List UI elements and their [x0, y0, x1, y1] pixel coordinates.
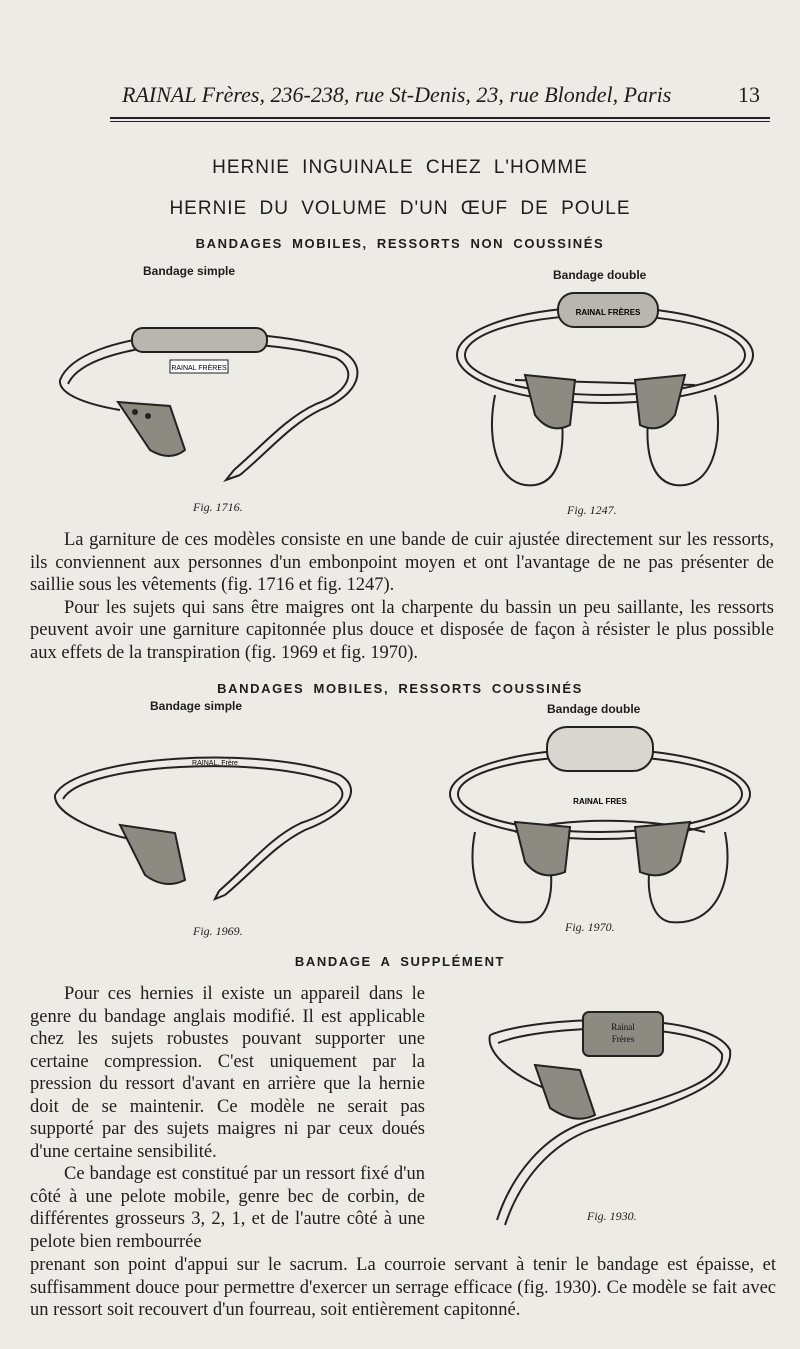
fig-1716-caption: Fig. 1716.	[193, 500, 243, 514]
back-pad-text-line1: Rainal	[611, 1022, 635, 1032]
truss-double-illustration-fig1970	[445, 722, 760, 932]
paragraph-sacrum: prenant son point d'appui sur le sacrum. La courroie servant à tenir le bandage est épaisse, et suffisamment douce pour permettre d'exercer un serrage efficace (fig. 1930). Ce modèle se fait avec un ressort soit recouvert d'un fourreau, soit entièrement capitonné.	[30, 1255, 776, 1320]
paragraph-constitue: Ce bandage est constitué par un ressort fixé d'un côté à une pelote mobile, genre bec de corbin, de différentes grosseurs 3, 2, 1, et de l'autre côté à une pelote bien rembourrée	[30, 1164, 425, 1252]
pad-strip-shape	[132, 328, 267, 352]
pelote-shape	[118, 402, 185, 456]
truss-double-illustration-fig1247	[455, 285, 765, 500]
back-pad-text: RAINAL FRES	[573, 797, 627, 806]
page-number: 13	[738, 82, 760, 107]
running-header	[0, 78, 800, 114]
paragraph-block-3-bottom	[30, 1254, 776, 1322]
truss-simple-illustration-fig1716	[40, 310, 370, 510]
paragraph-capitonnee: Pour les sujets qui sans être maigres ont la charpente du bassin un peu saillante, les ressorts peuvent avoir une garniture capitonnée plus douce et disposée de façon à résister le plus possible aux effets de la transpiration (fig. 1969 et fig. 1970).	[30, 597, 774, 663]
paragraph-garniture: La garniture de ces modèles consiste en une bande de cuir ajustée directement sur les ressorts, ils conviennent aux personnes d'un embonpoint moyen et ont l'avantage de ne pas présenter de saillie sous les vêtements (fig. 1716 et fig. 1247).	[30, 530, 774, 595]
paragraph-appareil: Pour ces hernies il existe un appareil dans le genre du bandage anglais modifié. Il est applicable chez les sujets robustes pouvant supporter une certaine compression. C'est uniquement par la pression du ressort d'avant en arrière que la hernie doit de se maintenir. Ce modèle ne serait pas supporté par des sujets maigres ni par ceux doués d'une certaine sensibilité.	[30, 984, 425, 1162]
pelote-shape	[535, 1065, 595, 1119]
back-pad-text-line2: Frères	[611, 1034, 635, 1044]
section2-left-label: Bandage simple	[150, 699, 243, 713]
section1-right-label: Bandage double	[553, 268, 647, 282]
pelote-shape	[120, 825, 185, 884]
paragraph-block-3-left	[30, 983, 425, 1253]
section2-right-label: Bandage double	[547, 702, 641, 716]
header-title: RAINAL Frères, 236-238, rue St-Denis, 23, rue Blondel, Paris	[122, 82, 672, 107]
maker-plate-text: RAINAL FRÈRES	[171, 365, 227, 372]
maker-plate-text: RAINAL, Frère	[192, 760, 238, 767]
back-pad-shape	[547, 727, 653, 771]
section3-title: BANDAGE A SUPPLÉMENT	[294, 954, 506, 969]
truss-simple-illustration-fig1969	[45, 745, 355, 915]
heading-line-2: HERNIE DU VOLUME D'UN ŒUF DE POULE	[169, 198, 631, 219]
heading-line-1: HERNIE INGUINALE CHEZ L'HOMME	[212, 157, 588, 178]
header-rule-thin	[110, 121, 770, 122]
right-pelote-shape	[635, 822, 690, 875]
back-pad-text: RAINAL FRÈRES	[575, 308, 641, 317]
fig-1970-caption: Fig. 1970.	[565, 920, 615, 934]
header-rule	[110, 117, 770, 119]
paragraph-block-1	[30, 529, 774, 664]
fig-1969-caption: Fig. 1969.	[193, 924, 243, 938]
section1-title: BANDAGES MOBILES, RESSORTS NON COUSSINÉS	[195, 236, 605, 251]
fig-1247-caption: Fig. 1247.	[567, 503, 617, 517]
section1-left-label: Bandage simple	[143, 264, 236, 278]
right-pelote-shape	[635, 375, 685, 428]
section2-title: BANDAGES MOBILES, RESSORTS COUSSINÉS	[217, 681, 583, 696]
left-pelote-shape	[515, 822, 570, 875]
left-pelote-shape	[525, 375, 575, 428]
truss-supplement-illustration-fig1930	[480, 1010, 740, 1230]
fig-1930-caption: Fig. 1930.	[587, 1209, 637, 1223]
